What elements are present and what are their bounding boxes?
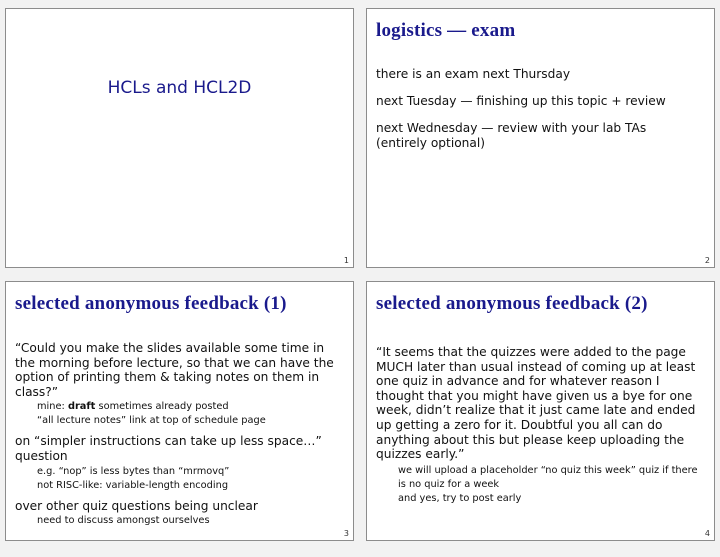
slide-3-question-3: over other quiz questions being unclear (15, 498, 258, 513)
slide-3-title: selected anonymous feedback (1) (15, 293, 287, 314)
slide-2-line-1: there is an exam next Thursday (376, 67, 571, 81)
slide-4-title: selected anonymous feedback (2) (376, 293, 648, 314)
slide-3 (5, 281, 354, 541)
slide-3-note-risc: not RISC-like: variable-length encoding (37, 479, 229, 491)
slide-3-note-discuss: need to discuss amongst ourselves (37, 515, 210, 527)
slide-4-body (376, 345, 708, 506)
slide-2-body (376, 67, 708, 160)
slide-3-note-draft (37, 400, 347, 414)
slide-2-line-2: next Tuesday — finishing up this topic + review (376, 94, 666, 108)
slide-2-line-3: next Wednesday — review with your lab TAs (376, 121, 647, 135)
slide-1-title: HCLs and HCL2D (107, 78, 252, 98)
slide-4-note-post-early: and yes, try to post early (398, 492, 522, 504)
slide-1 (5, 8, 354, 268)
slide-4 (366, 281, 715, 541)
slide-2 (366, 8, 715, 268)
slide-3-note-draft-suffix: sometimes already posted (98, 401, 229, 413)
slide-2-title: logistics — exam (376, 20, 516, 41)
slide-3-quote: “Could you make the slides available some time in the morning before lecture, so that we can have the option of printing them & taking notes on them in class?” (15, 341, 334, 399)
slide-4-note-placeholder: we will upload a placeholder “no quiz this week” quiz if there is no quiz for a week (398, 464, 698, 490)
slide-2-page-number: 2 (704, 256, 710, 265)
slide-4-page-number: 4 (704, 529, 710, 538)
slide-3-page-number: 3 (343, 529, 349, 538)
slide-3-note-draft-prefix: mine: (37, 401, 65, 413)
slide-3-note-draft-bold: draft (67, 401, 96, 413)
slide-3-note-link: “all lecture notes” link at top of schedule page (37, 415, 266, 427)
slide-3-question-2: on “simpler instructions can take up less space…” question (15, 434, 322, 463)
slide-4-quote: “It seems that the quizzes were added to the page MUCH later than usual instead of coming up at least one quiz in advance and for whatever reason I thought that you might have given us a bye for one week, didn’t realize that it just came late and ended up getting a zero for it. Doubtful you all can do anything about this but please keep uploading the quizzes early.” (376, 345, 696, 462)
slide-3-note-nop: e.g. “nop” is less bytes than “mrmovq” (37, 465, 230, 477)
slide-2-line-4: (entirely optional) (376, 136, 486, 150)
slide-1-page-number: 1 (343, 256, 349, 265)
slide-3-body (15, 341, 347, 528)
